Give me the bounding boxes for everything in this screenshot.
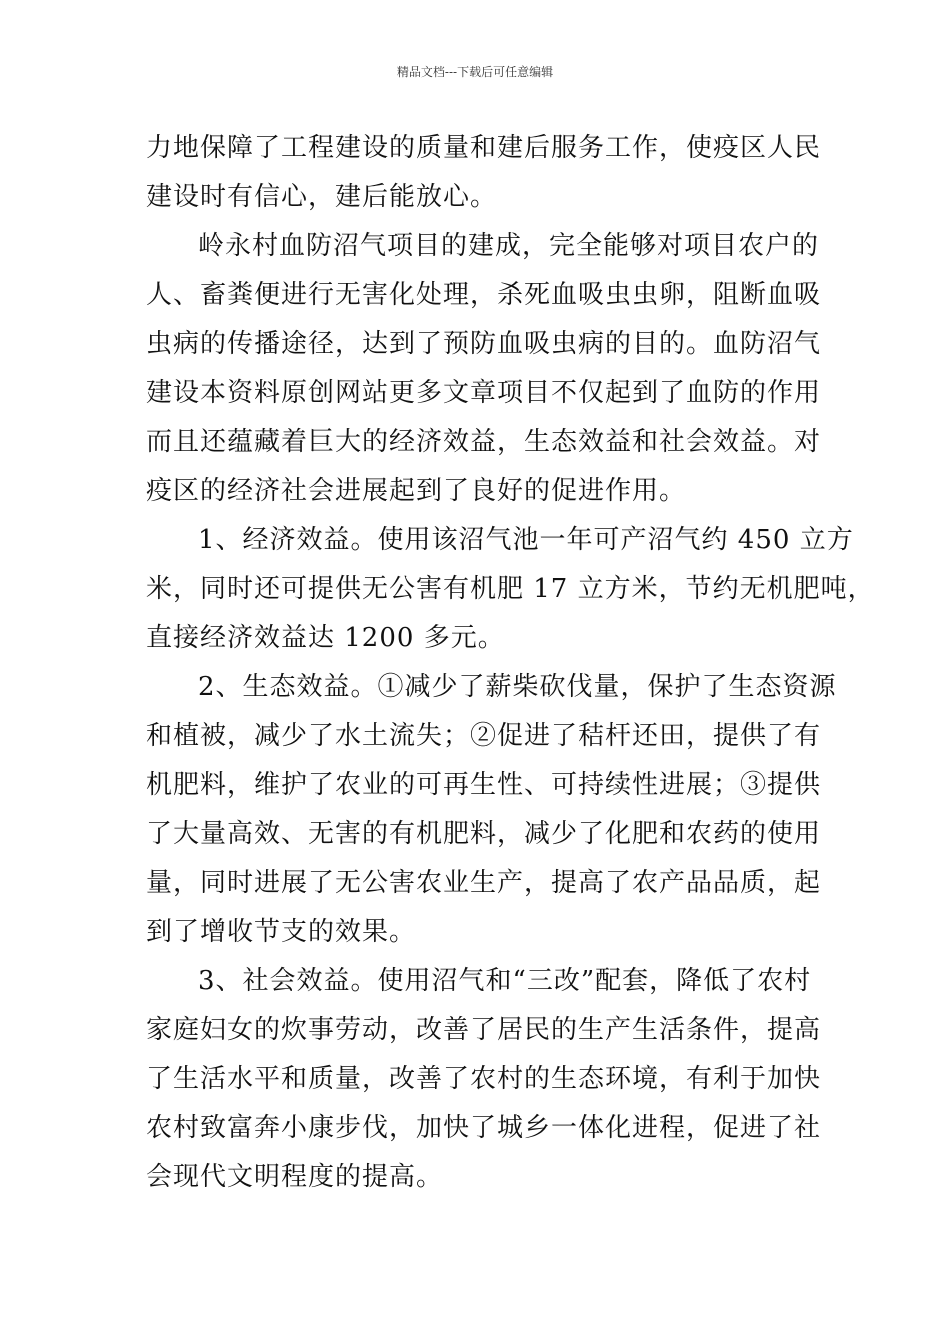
text-line: 和植被，减少了水土流失；②促进了秸杆还田，提供了有 — [146, 721, 822, 751]
text-line: 了生活水平和质量，改善了农村的生态环境，有利于加快 — [146, 1064, 822, 1094]
text-line: 了大量高效、无害的有机肥料，减少了化肥和农药的使用 — [146, 819, 822, 849]
text-line: 1、经济效益。使用该沼气池一年可产沼气约 450 立方 — [198, 525, 854, 555]
text-line: 人、畜粪便进行无害化处理，杀死血吸虫虫卵，阻断血吸 — [146, 280, 822, 310]
text-line: 虫病的传播途径，达到了预防血吸虫病的目的。血防沼气 — [146, 329, 822, 359]
text-line: 建设本资料原创网站更多文章项目不仅起到了血防的作用 — [146, 378, 822, 408]
paragraph-4 — [146, 663, 837, 957]
text-line: 疫区的经济社会进展起到了良好的促进作用。 — [146, 476, 687, 506]
text-line: 建设时有信心，建后能放心。 — [146, 182, 498, 212]
paragraph-3 — [146, 516, 875, 663]
paragraph-5 — [146, 957, 822, 1202]
text-line: 机肥料，维护了农业的可再生性、可持续性进展；③提供 — [146, 770, 822, 800]
text-line: 岭永村血防沼气项目的建成，完全能够对项目农户的 — [198, 231, 820, 261]
text-line: 会现代文明程度的提高。 — [146, 1162, 444, 1192]
text-line: 而且还蕴藏着巨大的经济效益，生态效益和社会效益。对 — [146, 427, 822, 457]
text-line: 农村致富奔小康步伐，加快了城乡一体化进程，促进了社 — [146, 1113, 822, 1143]
text-line: 到了增收节支的效果。 — [146, 917, 417, 947]
document-body — [146, 124, 875, 1202]
text-line: 量，同时进展了无公害农业生产，提高了农产品品质，起 — [146, 868, 822, 898]
page-header: 精品文档---下载后可任意编辑 — [396, 65, 554, 79]
text-line: 家庭妇女的炊事劳动，改善了居民的生产生活条件，提高 — [146, 1015, 822, 1045]
text-line: 直接经济效益达 1200 多元。 — [146, 623, 505, 653]
text-line: 米，同时还可提供无公害有机肥 17 立方米，节约无机肥吨， — [146, 574, 875, 604]
text-line: 力地保障了工程建设的质量和建后服务工作，使疫区人民 — [146, 133, 822, 163]
paragraph-1 — [146, 124, 822, 222]
text-line: 2、生态效益。①减少了薪柴砍伐量，保护了生态资源 — [198, 672, 837, 702]
paragraph-2 — [146, 222, 822, 516]
text-line: 3、社会效益。使用沼气和“三改”配套，降低了农村 — [198, 966, 812, 996]
